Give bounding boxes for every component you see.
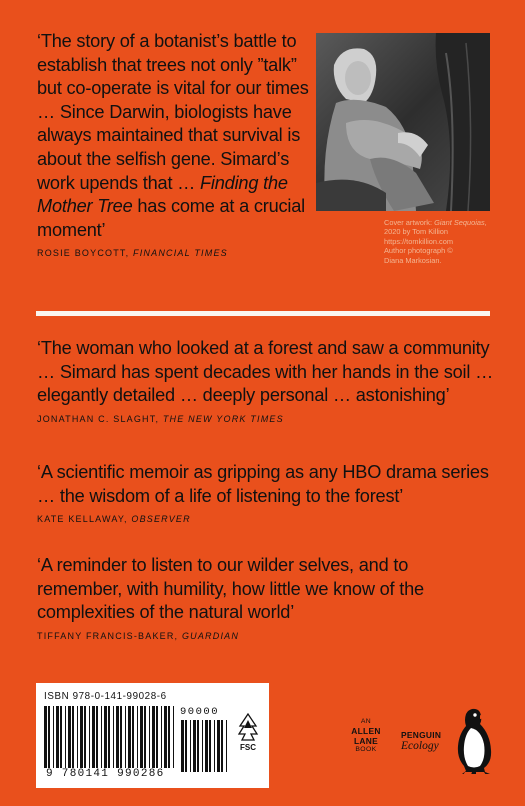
quote-4 bbox=[37, 554, 497, 641]
divider bbox=[36, 311, 490, 316]
quote-4-attribution: TIFFANY FRANCIS-BAKER, GUARDIAN bbox=[37, 630, 240, 641]
allen-lane-logo: AN ALLEN LANE BOOK bbox=[351, 718, 381, 753]
quote-1 bbox=[37, 30, 312, 258]
quote-2 bbox=[37, 337, 497, 424]
photo-credit: Cover artwork: Giant Sequoias, 2020 by Tom Killion https://tomkillion.com Author photograph © Diana Markosian. bbox=[384, 218, 494, 265]
quote-2-text: ‘The woman who looked at a forest and saw a community … Simard has spent decades with her hands in the soil … elegantly detailed … deeply personal … astonishing’ bbox=[37, 338, 494, 406]
isbn-text: ISBN 978-0-141-99028-6 bbox=[44, 691, 167, 702]
price-code: 90000 bbox=[180, 706, 220, 718]
photo-credit-url: https://tomkillion.com bbox=[384, 236, 454, 246]
quote-3-text: ‘A scientific memoir as gripping as any HBO drama series … the wisdom of a life of listening to the forest’ bbox=[37, 462, 489, 506]
quote-2-attribution: JONATHAN C. SLAGHT, THE NEW YORK TIMES bbox=[37, 413, 284, 424]
barcode-digits: 9 780141 990286 bbox=[46, 768, 165, 780]
price-barcode-icon bbox=[181, 720, 227, 772]
quote-3 bbox=[37, 461, 497, 524]
penguin-icon bbox=[454, 706, 494, 781]
quote-1-text: ‘The story of a botanist’s battle to establish that trees not only ”talk” but co-operate is vital for our times … Since Darwin, biologists have always maintained that survival is about the selfish gene. Simard’s work upends that … Finding the Mother Tree has come at a crucial moment’ bbox=[37, 31, 309, 240]
fsc-label: FSC bbox=[240, 743, 256, 752]
quote-1-attribution: ROSIE BOYCOTT, FINANCIAL TIMES bbox=[37, 248, 228, 259]
quote-4-text: ‘A reminder to listen to our wilder selves, and to remember, with humility, how little we know of the complexities of the natural world’ bbox=[37, 555, 424, 623]
fsc-logo bbox=[236, 712, 260, 757]
barcode-icon bbox=[44, 706, 176, 768]
penguin-ecology-logo: PENGUIN Ecology bbox=[401, 730, 442, 752]
author-photo bbox=[316, 33, 490, 211]
quote-3-attribution: KATE KELLAWAY, OBSERVER bbox=[37, 514, 191, 525]
book-title: Finding the Mother Tree bbox=[37, 172, 288, 217]
